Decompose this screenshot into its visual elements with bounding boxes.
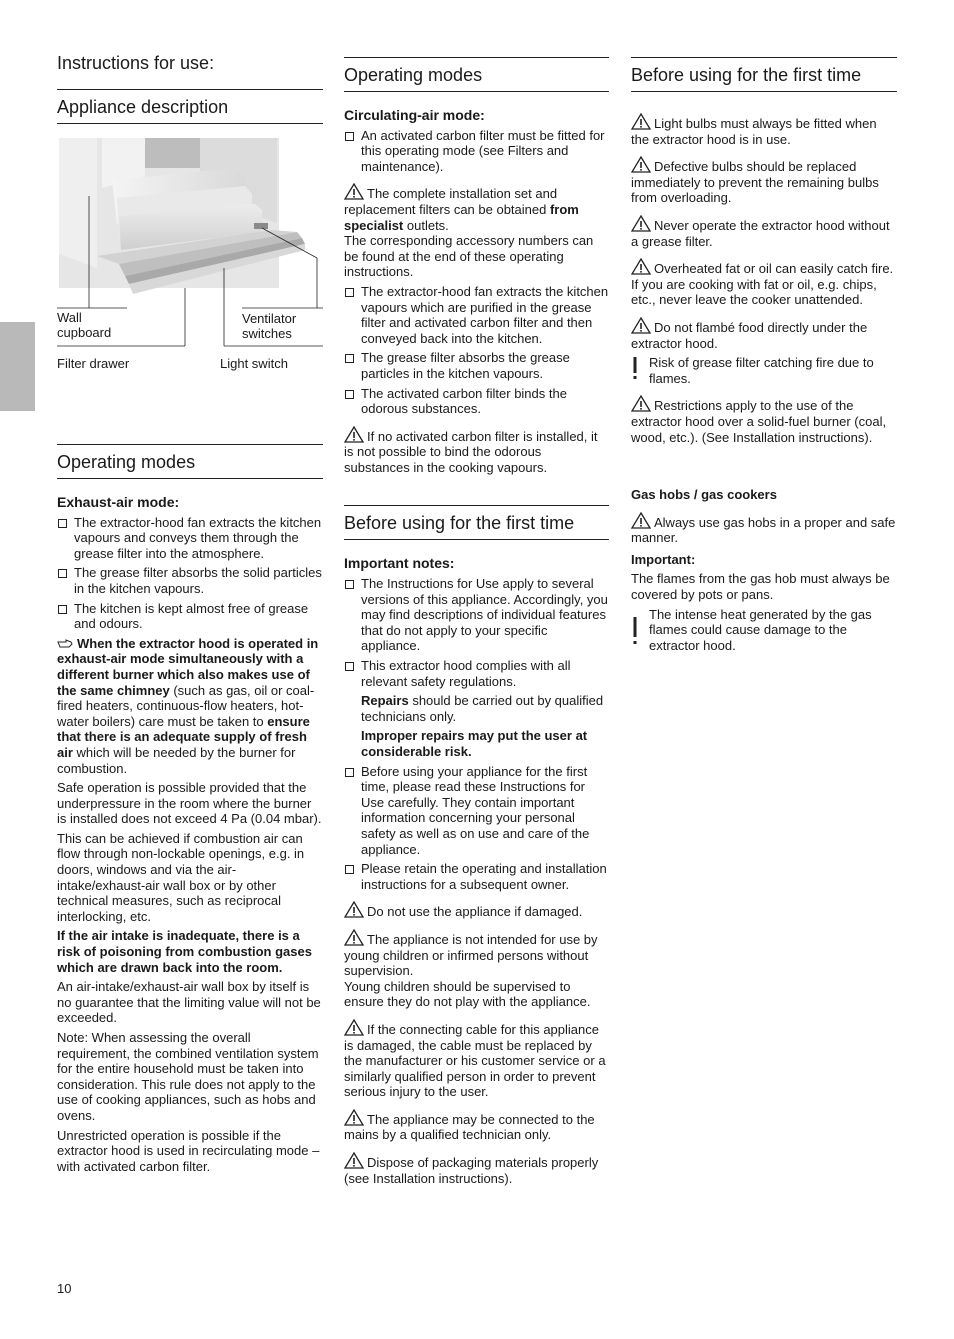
extractor-hood-illustration — [57, 138, 323, 378]
warning-triangle-icon — [344, 426, 364, 443]
label-ventilator-line1: Ventilator — [242, 311, 297, 326]
para-unrestricted: Unrestricted operation is possible if the extractor hood is used in recirculating mode – with activated carbon filter. — [57, 1127, 320, 1174]
warn3-text: Do not use the appliance if damaged. — [367, 904, 583, 920]
circulating-air-heading: Circulating-air mode: — [344, 107, 485, 123]
warning-children — [344, 929, 609, 1010]
warning-triangle-icon — [631, 156, 651, 173]
repairs-note — [344, 693, 609, 724]
warning-defective-bulbs — [631, 156, 897, 206]
warn7-text: Dispose of packaging materials properly (see Installation instructions). — [344, 1155, 599, 1186]
exhaust-bullet-3: The kitchen is kept almost free of grease and odours. — [57, 601, 323, 632]
label-ventilator-switches — [242, 311, 296, 341]
pointing-hand-icon — [57, 638, 73, 648]
circ-bullet-3: The grease filter absorbs the grease particles in the kitchen vapours. — [344, 350, 609, 381]
warning-cable — [344, 1019, 609, 1100]
warn1-bold: from specialist — [344, 201, 579, 233]
warning-triangle-icon — [631, 395, 651, 412]
warning-triangle-icon — [631, 317, 651, 334]
warning-triangle-icon — [631, 258, 651, 275]
circ-bullet-2: The extractor-hood fan extracts the kitchen vapours which are purified in the grease filter and activated carbon filter and then conveyed back into the kitchen. — [344, 284, 609, 346]
gas-warning-text: Always use gas hobs in a proper and safe manner. — [631, 514, 896, 546]
warning-damaged — [344, 901, 609, 920]
warning-triangle-icon — [344, 929, 364, 946]
warn1-text-3: The corresponding accessory numbers can be found at the end of these operating instructions. — [344, 233, 594, 280]
column-2 — [344, 57, 609, 1190]
column-1 — [57, 52, 323, 1178]
gas-exclamation-text: The intense heat generated by the gas flames could cause damage to the extractor hood. — [649, 606, 872, 653]
warn1-text-2: outlets. — [403, 217, 449, 233]
side-tab-marker — [0, 322, 35, 411]
w4-text-a: Overheated fat or oil can easily catch fire. — [654, 261, 894, 277]
warning-overheated-fat — [631, 258, 897, 308]
warning-triangle-icon — [631, 215, 651, 232]
imp-bullet-retain: Please retain the operating and installation instructions for a subsequent owner. — [344, 861, 609, 892]
warning-triangle-icon — [344, 1152, 364, 1169]
para-poisoning-warning — [57, 928, 323, 975]
circ-bullet-carbon-filter: An activated carbon filter must be fitted for this operating mode (see Filters and maintenance). — [344, 128, 609, 175]
warning-light-bulbs — [631, 113, 897, 147]
para-wall-box: An air-intake/exhaust-air wall box by itself is no guarantee that the limiting value will not be exceeded. — [57, 979, 321, 1026]
operating-modes-title: Operating modes — [57, 444, 323, 479]
warning-grease-filter — [631, 215, 897, 249]
w5-text: Do not flambé food directly under the extractor hood. — [631, 319, 868, 351]
important-bold: Important: — [631, 551, 696, 567]
exhaust-bullet-2: The grease filter absorbs the solid particles in the kitchen vapours. — [57, 565, 323, 596]
chimney-note — [57, 636, 323, 776]
w5-exclamation-text: Risk of grease filter catching fire due to flames. — [649, 355, 874, 386]
warning-triangle-icon — [344, 1109, 364, 1126]
label-ventilator-line2: switches — [242, 326, 292, 341]
warning-no-carbon-filter — [344, 426, 609, 476]
label-light-switch: Light switch — [220, 356, 288, 371]
warn4-text-a: The appliance is not intended for use by young children or infirmed persons without supervision. — [344, 931, 598, 979]
warn6-text: The appliance may be connected to the mains by a qualified technician only. — [344, 1111, 595, 1143]
warning-triangle-icon — [631, 113, 651, 130]
chimney-note-text-2: which will be needed by the burner for combustion. — [57, 744, 296, 776]
warning-flambe — [631, 317, 897, 351]
warning-installation-set — [344, 183, 609, 280]
w2-text: Defective bulbs should be replaced immediately to prevent the remaining bulbs from overloading. — [631, 159, 879, 206]
chimney-note-bold-1: When the extractor hood is operated in exhaust-air mode simultaneously with a different burner which also makes use of the same chimney — [57, 635, 319, 698]
operating-modes-title-2: Operating modes — [344, 57, 609, 92]
exhaust-bullet-1: The extractor-hood fan extracts the kitchen vapours and conveys them through the grease filter into the atmosphere. — [57, 515, 323, 562]
chimney-note-text-1: (such as gas, oil or coal-fired heaters, continuous-flow heaters, hot-water boilers) care must be taken to — [57, 682, 315, 729]
label-wall-cupboard — [57, 310, 111, 340]
appliance-figure — [57, 138, 323, 378]
label-wall-line2: cupboard — [57, 325, 112, 340]
warn4-text-b: Young children should be supervised to ensure they do not play with the appliance. — [344, 978, 591, 1010]
exhaust-air-heading: Exhaust-air mode: — [57, 494, 180, 510]
poisoning-bold: If the air intake is inadequate, there is a risk of poisoning from combustion gases which are drawn back into the room. — [57, 928, 312, 975]
exclamation-icon — [633, 357, 637, 381]
exclamation-icon — [633, 617, 637, 647]
warning-gas-hobs — [631, 512, 897, 546]
page-number: 10 — [57, 1281, 72, 1296]
column-3 — [631, 57, 897, 657]
w1-text: Light bulbs must always be fitted when the extractor hood is in use. — [631, 116, 877, 147]
before-first-use-title-2: Before using for the first time — [344, 505, 609, 540]
label-wall-line1: Wall — [57, 310, 82, 325]
repairs-text: should be carried out by qualified technicians only. — [361, 693, 604, 724]
warning-triangle-icon — [344, 183, 364, 200]
gas-hobs-heading: Gas hobs / gas cookers — [631, 487, 777, 503]
chimney-note-bold-2: ensure that there is an adequate supply of fresh air — [57, 713, 310, 760]
w6-text: Restrictions apply to the use of the extractor hood over a solid-fuel burner (coal, wood, etc.). (See Installation instructions). — [631, 398, 887, 445]
warn5-text: If the connecting cable for this appliance is damaged, the cable must be replaced by the manufacturer or his customer service or a similarly qualified person in order to prevent serious injury to the user. — [344, 1021, 606, 1100]
gas-flames-para: The flames from the gas hob must always be covered by pots or pans. — [631, 571, 890, 603]
exclamation-gas-heat — [631, 607, 897, 654]
warning-mains — [344, 1109, 609, 1143]
important-notes-heading: Important notes: — [344, 555, 455, 572]
appliance-description-title: Appliance description — [57, 89, 323, 124]
warn1-text-1: The complete installation set and replacement filters can be obtained — [344, 186, 558, 217]
w3-text: Never operate the extractor hood without a grease filter. — [631, 217, 890, 249]
imp-bullet-versions: The Instructions for Use apply to several versions of this appliance. Accordingly, you may find descriptions of individual features that do not apply to your specific appliance. — [344, 576, 609, 654]
para-note-ventilation: Note: When assessing the overall requirement, the combined ventilation system for the entire household must be taken into consideration. This rule does not apply to the use of cooking appliances, such as hobs and ovens. — [57, 1030, 319, 1123]
warning-triangle-icon — [344, 901, 364, 918]
warn2-text: If no activated carbon filter is installed, it is not possible to bind the odorous substances in the cooking vapours. — [344, 428, 598, 475]
repairs-bold: Repairs — [361, 693, 409, 709]
warning-packaging — [344, 1152, 609, 1186]
warning-triangle-icon — [631, 512, 651, 529]
imp-bullet-safety: This extractor hood complies with all relevant safety regulations. — [344, 658, 609, 689]
improper-bold: Improper repairs may put the user at considerable risk. — [361, 728, 588, 759]
exclamation-flambe — [631, 355, 897, 386]
para-combustion-air: This can be achieved if combustion air can flow through non-lockable openings, e.g. in doors, windows and via the air-intake/exhaust-air wall box or by other technical measures, such as reciprocal interlocking, etc. — [57, 830, 305, 924]
warning-triangle-icon — [344, 1019, 364, 1036]
w4-text-b: If you are cooking with fat or oil, e.g. chips, etc., never leave the cooker unattended. — [631, 276, 877, 308]
circ-bullet-4: The activated carbon filter binds the odorous substances. — [344, 386, 609, 417]
imp-bullet-read: Before using your appliance for the first time, please read these Instructions for Use carefully. They contain important information concerning your personal safety as well as on use and care of the appliance. — [344, 764, 609, 858]
page-header: Instructions for use: — [57, 53, 215, 73]
label-filter-drawer: Filter drawer — [57, 356, 130, 371]
before-first-use-title-3: Before using for the first time — [631, 57, 897, 92]
para-underpressure: Safe operation is possible provided that the underpressure in the room where the burner is installed does not exceed 4 Pa (0.04 mbar). — [57, 780, 322, 827]
warning-solid-fuel — [631, 395, 897, 445]
important-label — [631, 552, 897, 568]
improper-repairs-note — [344, 728, 609, 759]
